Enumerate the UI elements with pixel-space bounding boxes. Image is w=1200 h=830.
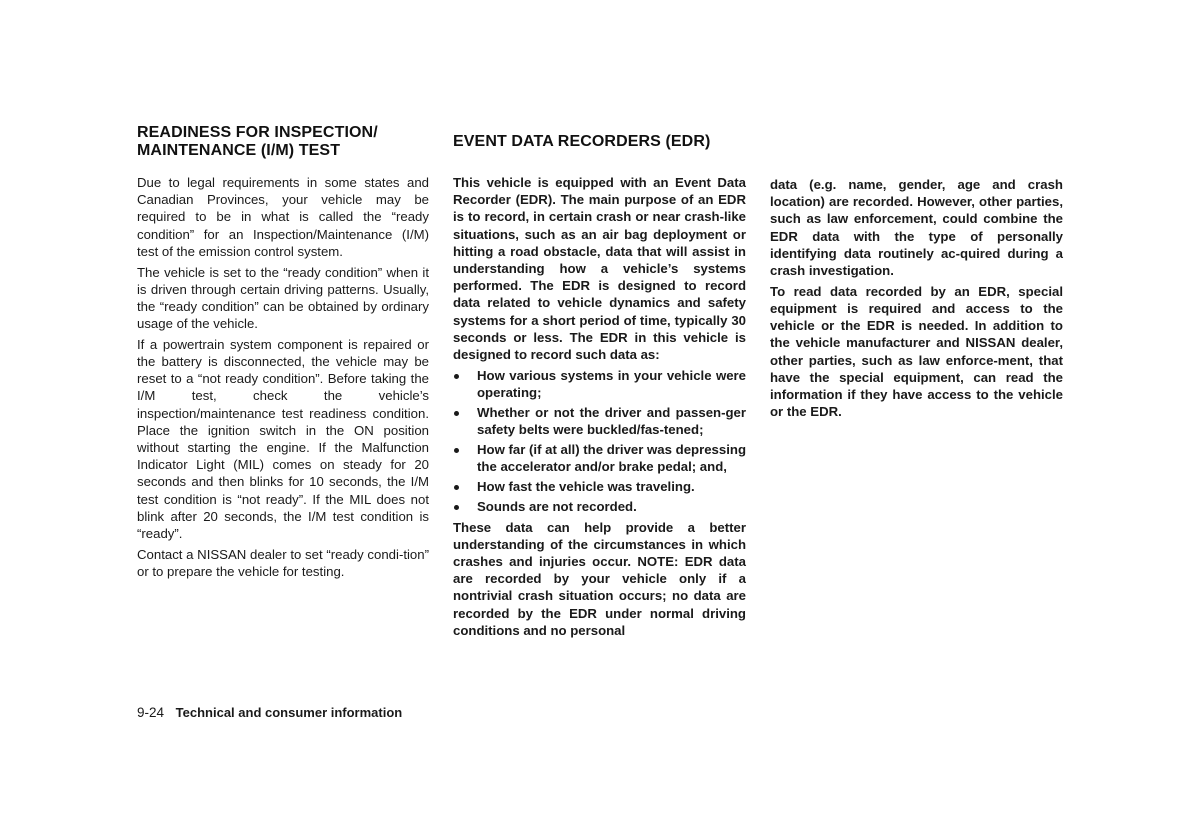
heading-line-1: READINESS FOR INSPECTION/ [137, 124, 378, 141]
heading-line-2: MAINTENANCE (I/M) TEST [137, 142, 341, 159]
list-item [453, 478, 746, 495]
paragraph: To read data recorded by an EDR, special equipment is required and access to the vehicle or the EDR is needed. In addition to the vehicle manufacturer and NISSAN dealer, other parties, such as law enforce-ment, that have the special equipment, can read the information if they have access to the vehicle or the EDR. [770, 283, 1063, 420]
list-item [453, 367, 746, 401]
paragraph: If a powertrain system component is repaired or the battery is disconnected, the vehicle may be reset to a “not ready condition”. Before taking the I/M test, check the vehicle’s inspection/maintenance test readiness condition. Place the ignition switch in the ON position without starting the engine. If the Malfunction Indicator Light (MIL) comes on steady for 20 seconds and then blinks for 10 seconds, the I/M test condition is “not ready”. If the MIL does not blink after 20 seconds, the I/M test condition is “ready”. [137, 336, 429, 542]
bullet-icon [454, 411, 459, 416]
list-item-text: How various systems in your vehicle were operating; [477, 367, 746, 400]
recorded-data-list [453, 367, 746, 516]
list-item [453, 498, 746, 515]
im-test-body [137, 174, 429, 584]
bullet-icon [454, 505, 459, 510]
bullet-icon [454, 448, 459, 453]
list-item-text: Sounds are not recorded. [477, 499, 637, 515]
list-item-text: Whether or not the driver and passen-ger safety belts were buckled/fas-tened; [477, 404, 746, 438]
list-item-text: How fast the vehicle was traveling. [477, 479, 695, 495]
edr-body-continued [770, 176, 1063, 424]
bullet-icon [454, 485, 459, 490]
page-number: 9-24 [137, 705, 165, 720]
list-item-text: How far (if at all) the driver was depressing the accelerator and/or brake pedal; and, [477, 442, 746, 475]
paragraph: Contact a NISSAN dealer to set “ready condi-tion” or to prepare the vehicle for testing. [137, 546, 429, 579]
paragraph: This vehicle is equipped with an Event Data Recorder (EDR). The main purpose of an EDR is to record, in certain crash or near crash-like situations, such as an air bag deployment or hitting a road obstacle, data that will assist in understanding how a vehicle’s systems performed. The EDR is designed to record data related to vehicle dynamics and safety systems for a short period of time, typically 30 seconds or less. The EDR in this vehicle is designed to record such data as: [453, 175, 746, 363]
section-heading-edr: EVENT DATA RECORDERS (EDR) [453, 133, 711, 150]
section-heading-im-test [137, 124, 437, 160]
page-footer [137, 704, 402, 721]
paragraph: The vehicle is set to the “ready condition” when it is driven through certain driving patterns. Usually, the “ready condition” can be obtained by ordinary usage of the vehicle. [137, 264, 429, 332]
paragraph: Due to legal requirements in some states and Canadian Provinces, your vehicle may be required to be in what is called the “ready condition” for an Inspection/Maintenance (I/M) test of the emission control system. [137, 175, 429, 259]
paragraph: These data can help provide a better understanding of the circumstances in which crashes and injuries occur. NOTE: EDR data are recorded by your vehicle only if a nontrivial crash situation occurs; no data are recorded by the EDR under normal driving conditions and no personal [453, 519, 746, 638]
bullet-icon [454, 374, 459, 379]
footer-section-name: Technical and consumer information [175, 705, 403, 720]
list-item [453, 441, 746, 475]
list-item [453, 404, 746, 438]
edr-body [453, 174, 746, 642]
paragraph: data (e.g. name, gender, age and crash location) are recorded. However, other parties, such as law enforcement, could combine the EDR data with the type of personally identifying data routinely ac-quired during a crash investigation. [770, 177, 1063, 279]
